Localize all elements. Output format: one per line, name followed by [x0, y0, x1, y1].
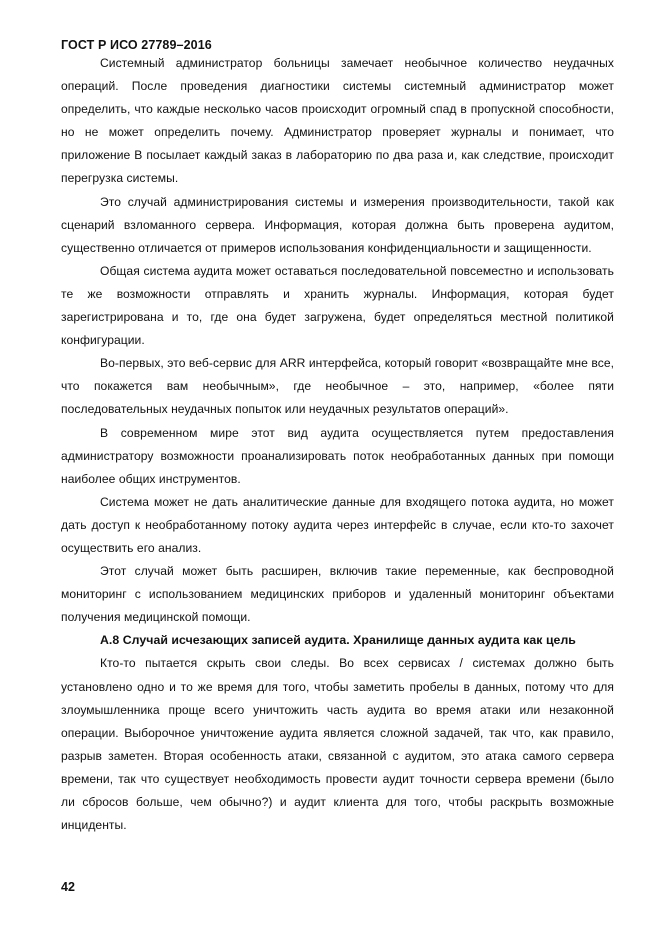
document-header: ГОСТ Р ИСО 27789–2016 — [61, 38, 212, 52]
section-heading: А.8 Случай исчезающих записей аудита. Хранилище данных аудита как цель — [100, 633, 576, 648]
paragraph: В современном мире этот вид аудита осуществляется путем предоставления администратору возможности проанализировать поток необработанных данных при помощи наиболее общих инструментов. — [61, 425, 614, 486]
paragraph: Это случай администрирования системы и измерения производительности, такой как сценарий взломанного сервера. Информация, которая должна быть проверена аудитом, существенно отличается от примеров использования конфиденциальности и защищенности. — [61, 194, 614, 255]
paragraph: Во-первых, это веб-сервис для ARR интерфейса, который говорит «возвращайте мне все, что покажется вам необычным», где необычное – это, например, «более пяти последовательных неудачных попыток или неудачных результатов операций». — [61, 356, 614, 417]
document-body — [61, 52, 614, 837]
paragraph: Этот случай может быть расширен, включив такие переменные, как беспроводной мониторинг с использованием медицинских приборов и удаленный мониторинг объектами получения медицинской помощи. — [61, 564, 614, 625]
paragraph: Системный администратор больницы замечает необычное количество неудачных операций. После проведения диагностики системы системный администратор может определить, что каждые несколько часов происходит огромный спад в пропускной способности, но не может определить почему. Администратор проверяет журналы и понимает, что приложение В посылает каждый заказ в лабораторию по два раза и, как следствие, происходит перегрузка системы. — [61, 56, 614, 186]
section-paragraph: Кто-то пытается скрыть свои следы. Во всех сервисах / системах должно быть установлено одно и то же время для того, чтобы заметить пробелы в данных, потому что для злоумышленника проще всего уничтожить часть аудита во время атаки или незаконной операции. Выборочное уничтожение аудита является сложной задачей, так что, как правило, разрыв заметен. Вторая особенность атаки, связанной с аудитом, это атака самого сервера времени, так что существует необходимость провести аудит точности сервера времени (было ли сбросов больше, чем обычно?) и аудит клиента для того, чтобы раскрыть возможные инциденты. — [61, 656, 614, 833]
page-number: 42 — [61, 880, 75, 894]
paragraph: Общая система аудита может оставаться последовательной повсеместно и использовать те же возможности отправлять и хранить журналы. Информация, которая будет зарегистрирована и то, где она будет загружена, будет определяться местной политикой конфигурации. — [61, 263, 614, 348]
paragraph: Система может не дать аналитические данные для входящего потока аудита, но может дать доступ к необработанному потоку аудита через интерфейс в случае, если кто-то захочет осуществить его анализ. — [61, 494, 614, 555]
